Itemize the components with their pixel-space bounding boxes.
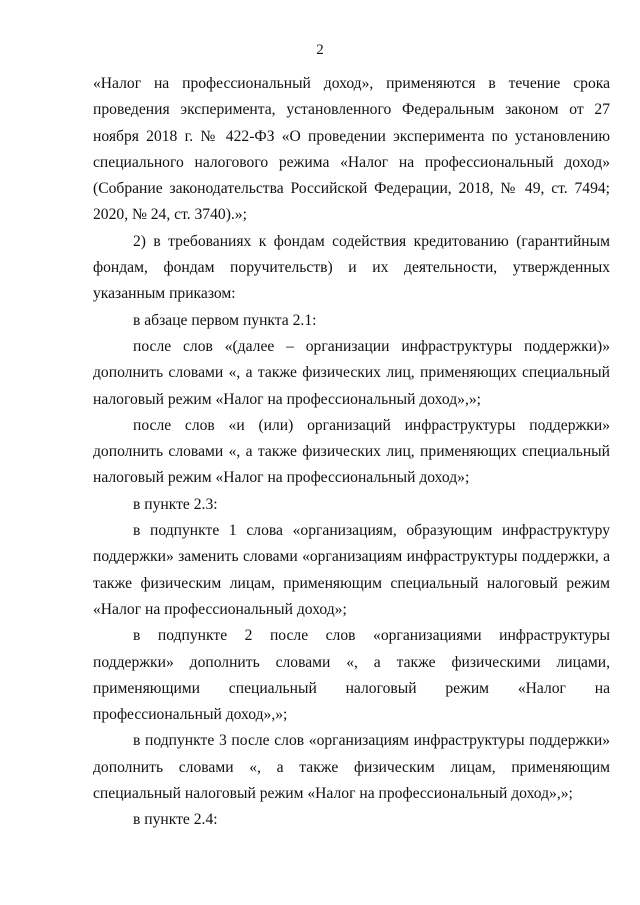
document-body	[93, 71, 610, 834]
paragraph-4: после слов «(далее – организации инфраструктуры поддержки)» дополнить словами «, а также физических лиц, применяющих специальный налоговый режим «Налог на профессиональный доход»,»;	[93, 337, 610, 408]
paragraph-9: в подпункте 3 после слов «организациям инфраструктуры поддержки» дополнить словами «, а также физическим лицам, применяющим специальный налоговый режим «Налог на профессиональный доход»,»;	[93, 732, 610, 803]
paragraph-10: в пункте 2.4:	[133, 811, 218, 829]
page-number: 2	[316, 42, 324, 58]
paragraph-1: «Налог на профессиональный доход», применяются в течение срока проведения эксперимента, установленного Федеральным законом от 27 ноября 2018 г. № 422-ФЗ «О проведении эксперимента по установлению специального налогового режима «Налог на профессиональный доход» (Собрание законодательства Российской Федерации, 2018, № 49, ст. 7494; 2020, № 24, ст. 3740).»;	[93, 75, 610, 224]
paragraph-5: после слов «и (или) организаций инфраструктуры поддержки» дополнить словами «, а также физических лиц, применяющих специальный налоговый режим «Налог на профессиональный доход»;	[93, 416, 610, 487]
paragraph-6: в пункте 2.3:	[133, 495, 218, 513]
paragraph-7: в подпункте 1 слова «организациям, образующим инфраструктуру поддержки» заменить словами «организациям инфраструктуры поддержки, а также физическим лицам, применяющим специальный налоговый режим «Налог на профессиональный доход»;	[93, 522, 610, 618]
paragraph-2: 2) в требованиях к фондам содействия кредитованию (гарантийным фондам, фондам поручительств) и их деятельности, утвержденных указанным приказом:	[93, 232, 610, 303]
paragraph-3: в абзаце первом пункта 2.1:	[133, 311, 317, 329]
paragraph-8: в подпункте 2 после слов «организациями инфраструктуры поддержки» дополнить словами «, а также физическими лицами, применяющими специальный налоговый режим «Налог на профессиональный доход»,»;	[93, 627, 610, 724]
